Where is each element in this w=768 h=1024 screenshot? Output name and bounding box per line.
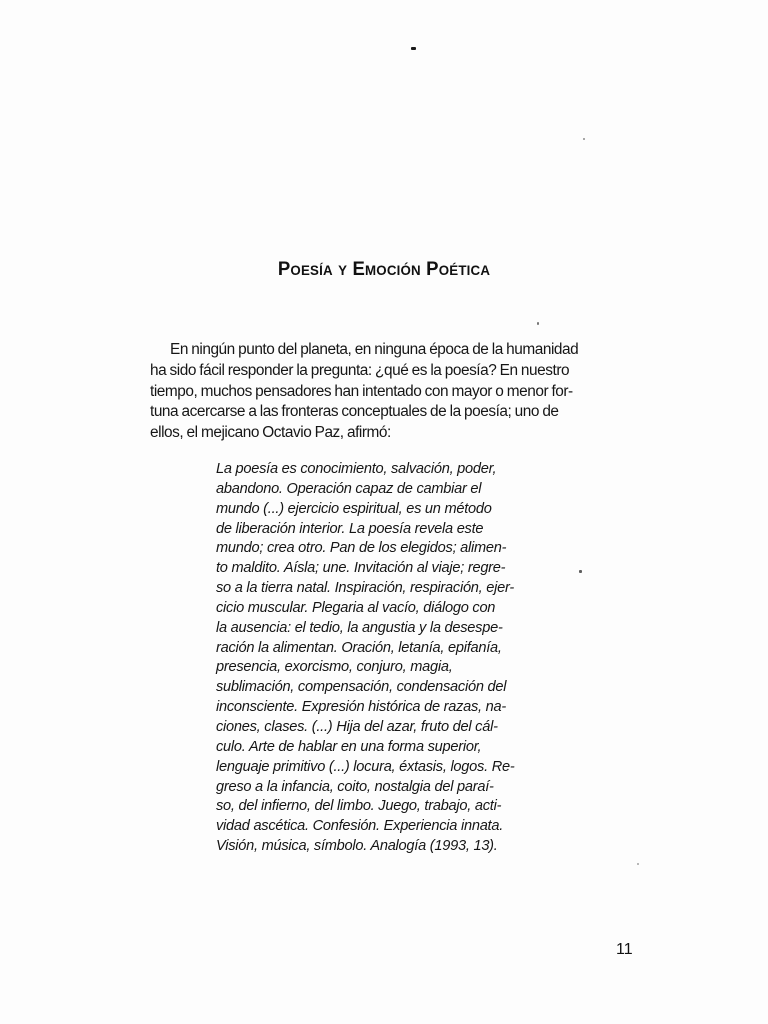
scan-speck	[537, 322, 539, 325]
quote-line: to maldito. Aísla; une. Invitación al viaje; regre-	[216, 560, 506, 577]
intro-line: tuna acercarse a las fronteras conceptuales de la poesía; uno de	[150, 403, 559, 421]
intro-paragraph	[150, 340, 630, 444]
chapter-title: Poesía y Emoción Poética	[277, 258, 491, 280]
quote-line: presencia, exorcismo, conjuro, magia,	[216, 659, 453, 676]
quote-line: ración la alimentan. Oración, letanía, epifanía,	[216, 639, 502, 656]
quote-line: lenguaje primitivo (...) locura, éxtasis, logos. Re-	[216, 758, 515, 775]
scan-speck	[411, 47, 416, 50]
quote-line: cicio muscular. Plegaria al vacío, diálogo con	[216, 599, 496, 616]
scan-speck	[583, 138, 585, 140]
quote-line: abandono. Operación capaz de cambiar el	[216, 480, 482, 497]
quote-line: culo. Arte de hablar en una forma superior,	[216, 738, 482, 755]
quote-line: ciones, clases. (...) Hija del azar, fruto del cál-	[216, 718, 498, 735]
scan-speck	[579, 570, 582, 573]
quote-line: Visión, música, símbolo. Analogía (1993, 13).	[216, 838, 498, 855]
quote-line: mundo (...) ejercicio espiritual, es un método	[216, 500, 492, 517]
intro-line: En ningún punto del planeta, en ninguna época de la humanidad	[170, 341, 579, 358]
quote-line: inconsciente. Expresión histórica de razas, na-	[216, 699, 507, 716]
quote-line: la ausencia: el tedio, la angustia y la desespe-	[216, 619, 503, 636]
block-quote	[216, 460, 566, 857]
page-number: 11	[616, 941, 633, 958]
quote-line: La poesía es conocimiento, salvación, poder,	[216, 461, 497, 477]
quote-line: sublimación, compensación, condensación del	[216, 679, 507, 696]
intro-line: ellos, el mejicano Octavio Paz, afirmó:	[150, 424, 391, 442]
intro-line: ha sido fácil responder la pregunta: ¿qué es la poesía? En nuestro	[150, 361, 570, 379]
intro-line: tiempo, muchos pensadores han intentado con mayor o menor for-	[150, 382, 573, 400]
quote-line: greso a la infancia, coito, nostalgia del paraí-	[216, 778, 494, 795]
quote-line: so a la tierra natal. Inspiración, respiración, ejer-	[216, 580, 514, 597]
quote-line: de liberación interior. La poesía revela este	[216, 520, 484, 537]
quote-line: so, del infierno, del limbo. Juego, trabajo, acti-	[216, 798, 502, 815]
quote-line: mundo; crea otro. Pan de los elegidos; alimen-	[216, 540, 507, 557]
quote-line: vidad ascética. Confesión. Experiencia innata.	[216, 818, 504, 835]
scan-speck	[637, 863, 639, 865]
